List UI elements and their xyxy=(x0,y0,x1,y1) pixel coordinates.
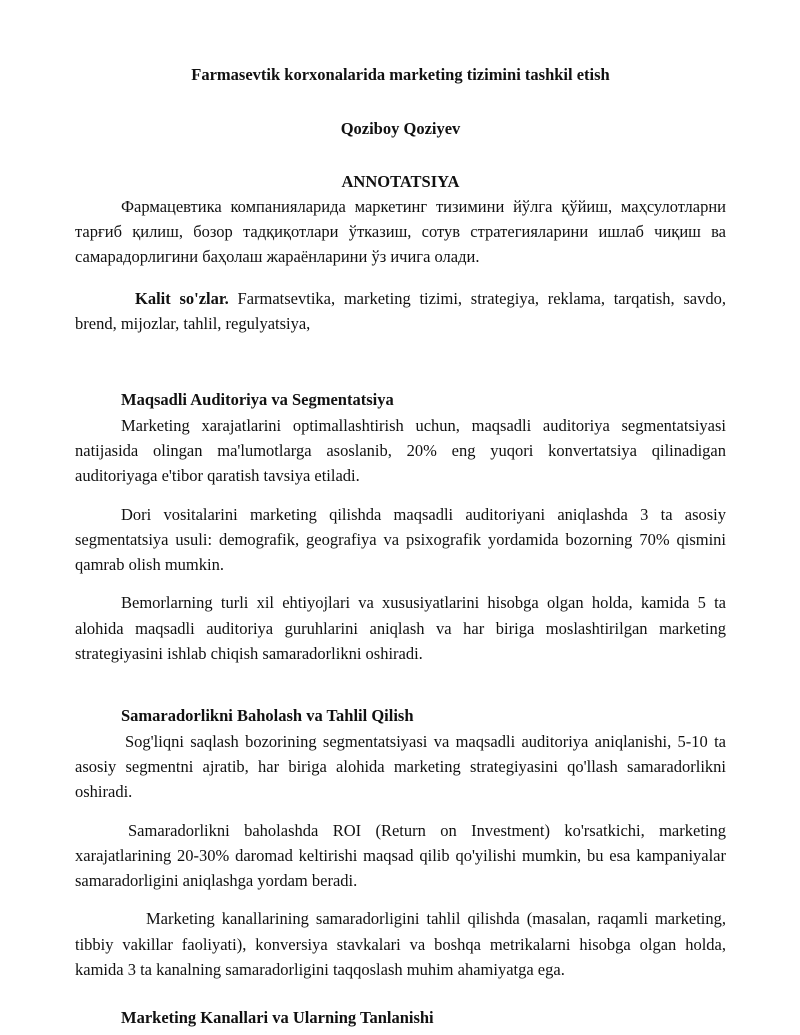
section-paragraph: Samaradorlikni baholashda ROI (Return on Investment) ko'rsatkichi, marketing xarajatlarining 20-30% daromad keltirishi maqsad qilib qo'yilishi mumkin, bu esa kampaniyalar samaradorligini aniqlashga yordam beradi. xyxy=(75,820,726,891)
keywords-label: Kalit so'zlar. xyxy=(135,288,229,308)
annotation-heading: ANNOTATSIYA xyxy=(341,171,460,191)
document-title: Farmasevtik korxonalarida marketing tizimini tashkil etish xyxy=(191,65,610,84)
section-paragraph: Marketing kanallarining samaradorligini tahlil qilishda (masalan, raqamli marketing, tibbiy vakillar faoliyati), konversiya stavkalari va boshqa metrikalarni hisobga olgan holda, kamida 3 ta kanalning samaradorligini taqqoslash muhim ahamiyatga ega. xyxy=(75,909,726,980)
section-paragraph: Marketing xarajatlarini optimallashtirish uchun, maqsadli auditoriya segmentatsiyasi natijasida olingan ma'lumotlarga asoslanib, 20% eng yuqori konvertatsiya qilinadigan auditoriyaga e'tibor qaratish tavsiya etiladi. xyxy=(75,415,726,486)
section-heading: Maqsadli Auditoriya va Segmentatsiya xyxy=(121,390,394,410)
section-heading: Marketing Kanallari va Ularning Tanlanishi xyxy=(121,1008,434,1028)
author-name: Qoziboy Qoziyev xyxy=(340,119,461,139)
section-paragraph: Dori vositalarini marketing qilishda maqsadli auditoriyani aniqlashda 3 ta asosiy segmentatsiya usuli: demografik, geografiya va psixografik yordamida bozorning 70% qismini qamrab olish mumkin. xyxy=(75,504,726,575)
section-paragraph: Sog'liqni saqlash bozorining segmentatsiyasi va maqsadli auditoriya aniqlanishi, 5-10 ta asosiy segmentni ajratib, har biriga alohida marketing strategiyasini qo'llash samaradorlikni oshiradi. xyxy=(75,731,726,802)
section-heading: Samaradorlikni Baholash va Tahlil Qilish xyxy=(121,706,414,726)
keywords-text: Farmatsevtika, marketing tizimi, strategiya, reklama, tarqatish, savdo, brend, mijozlar, tahlil, regulyatsiya, xyxy=(75,288,726,334)
annotation-paragraph: Фармацевтика компанияларида маркетинг тизимини йўлга қўйиш, маҳсулотларни тарғиб қилиш, бозор тадқиқотлари ўтказиш, сотув стратегияларини ишлаб чиқиш ва самарадорлигини баҳолаш жараёнларини ўз ичига олади. xyxy=(75,196,726,267)
document-page xyxy=(75,62,726,1031)
section-paragraph: Bemorlarning turli xil ehtiyojlari va xususiyatlarini hisobga olgan holda, kamida 5 ta alohida maqsadli auditoriya guruhlarini aniqlash va har biriga moslashtirilgan marketing strategiyasini ishlab chiqish samaradorlikni oshiradi. xyxy=(75,593,726,664)
keywords-paragraph xyxy=(75,286,726,337)
